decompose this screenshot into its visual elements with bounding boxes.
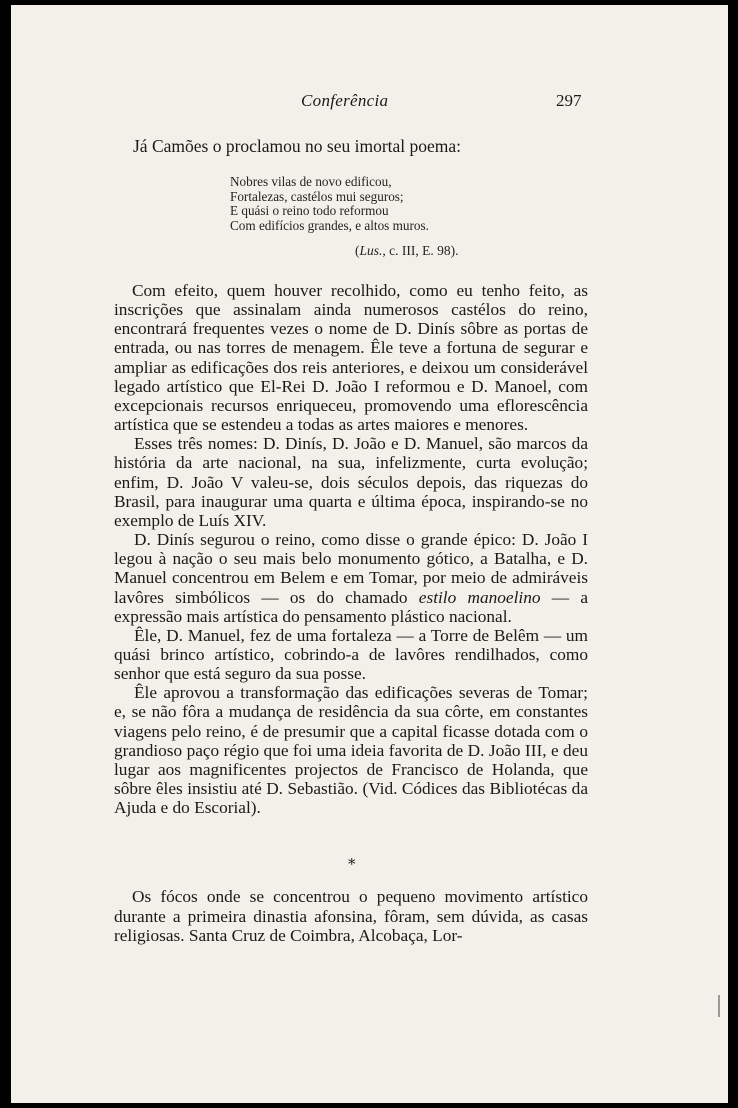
citation-work: Lus. xyxy=(359,243,383,258)
poem-line: Fortalezas, castélos mui seguros; xyxy=(230,188,404,204)
poem-line: Nobres vilas de novo edificou, xyxy=(230,174,392,189)
paragraph: Os fócos onde se concentrou o pequeno movimento artístico durante a primeira dinastia afonsina, fôram, sem dúvida, as casas religiosas. Santa Cruz de Coimbra, Alcobaça, Lor- xyxy=(114,887,588,946)
book-page xyxy=(11,5,728,1103)
poem-quote xyxy=(230,175,429,233)
paragraph: Êle aprovou a transformação das edificações severas de Tomar; e, se não fôra a mudança de residência da sua côrte, em constantes viagens pelo reino, é de presumir que a capital ficasse dotada com o grandioso paço régio que foi uma ideia favorita de D. João III, e deu lugar aos magnificentes projectos de Francisco de Holanda, que sôbre êles insistiu até D. Sebastião. (Vid. Códices das Bibliotécas da Ajuda e do Escorial). xyxy=(114,683,588,818)
paragraph-text: — a expressão mais artística do pensamento plástico nacional. xyxy=(114,587,589,626)
paragraph xyxy=(114,530,588,626)
paragraph-text: D. Dinís segurou o reino, como disse o grande épico: D. João I legou à nação o seu mais belo monumento gótico, a Batalha, e D. Manuel concentrou em Belem e em Tomar, por meio de admiráveis lavôres simbólicos — os do chamado xyxy=(114,530,588,607)
paragraph: Com efeito, quem houver recolhido, como eu tenho feito, as inscrições que assinalam ainda numerosos castélos do reino, encontrará frequentes vezes o nome de D. Dinís sôbre as portas de entrada, ou nas torres de menagem. Êle teve a fortuna de segurar e ampliar as edificações dos reis anteriores, e deixou um considerável legado artístico que El-Rei D. João I reformou e D. Manoel, com excepcionais recursos enriqueceu, promovendo uma eflorescência artística que se estendeu a todas as artes maiores e menores. xyxy=(114,281,588,435)
poem-line: Com edifícios grandes, e altos muros. xyxy=(230,217,429,233)
margin-mark xyxy=(718,995,720,1017)
body-text xyxy=(114,281,588,817)
page-number: 297 xyxy=(556,91,582,110)
running-header xyxy=(11,91,728,115)
intro-line: Já Camões o proclamou no seu imortal poema: xyxy=(133,136,462,156)
final-text xyxy=(114,887,588,946)
italic-term: estilo manoelino xyxy=(418,587,541,607)
header-title: Conferência xyxy=(301,91,389,110)
section-separator: * xyxy=(348,855,356,873)
citation-rest: , c. III, E. 98). xyxy=(382,243,459,258)
poem-line: E quási o reino todo reformou xyxy=(230,203,389,219)
paragraph: Êle, D. Manuel, fez de uma fortaleza — a Torre de Belêm — um quási brinco artístico, cobrindo-a de lavôres rendilhados, como senhor que está seguro da sua posse. xyxy=(114,625,588,684)
paragraph: Esses três nomes: D. Dinís, D. João e D. Manuel, são marcos da história da arte nacional, na sua, infelizmente, curta evolução; enfim, D. João V valeu-se, dois séculos depois, das riquezas do Brasil, para inaugurar uma quarta e última época, inspirando-se no exemplo de Luís XIV. xyxy=(114,434,588,530)
poem-citation: (Lus., c. III, E. 98). xyxy=(355,243,459,258)
